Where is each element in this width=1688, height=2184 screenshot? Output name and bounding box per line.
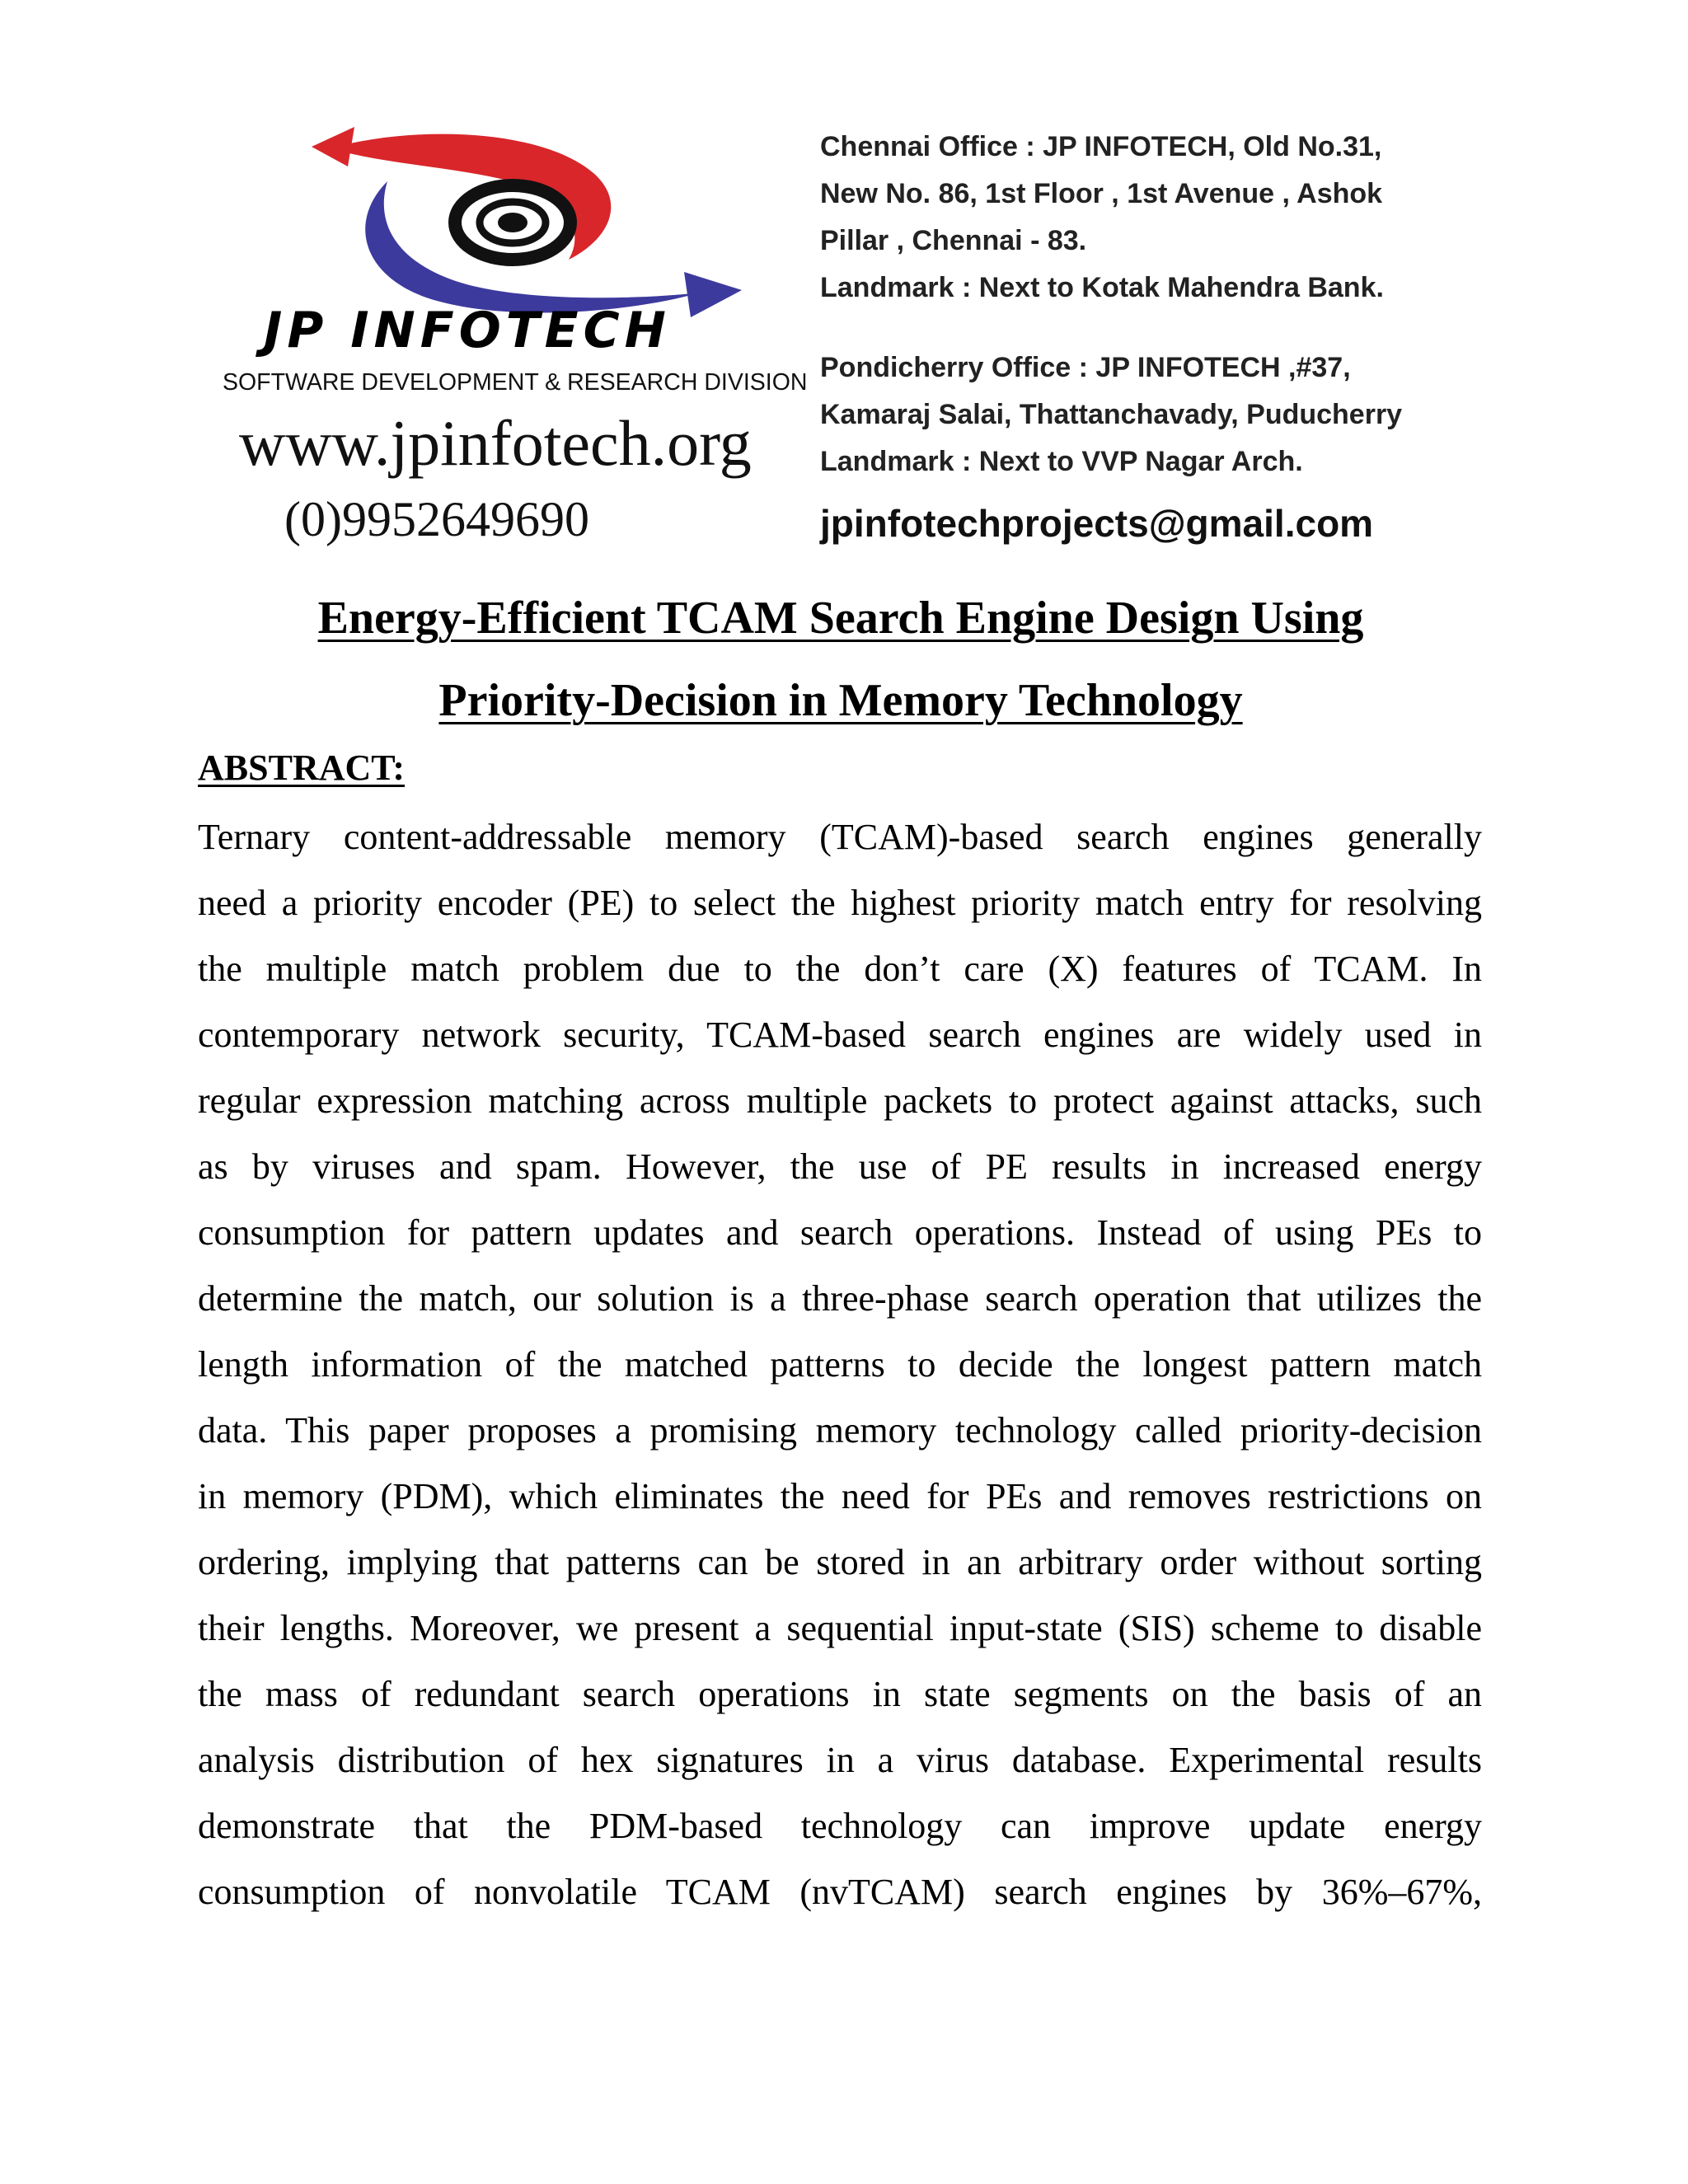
office-addresses <box>820 124 1496 485</box>
abstract-line: contemporary network security, TCAM-based search engines are widely used in <box>198 1015 1482 1055</box>
brand-tagline: SOFTWARE DEVELOPMENT & RESEARCH DIVISION <box>223 369 808 396</box>
brand-phone: (0)9952649690 <box>284 492 589 546</box>
blue-swoosh-arrow-icon <box>365 181 701 312</box>
chennai-office-line: Chennai Office : JP INFOTECH, Old No.31, <box>820 131 1382 162</box>
contact-email: jpinfotechprojects@gmail.com <box>820 502 1374 545</box>
abstract-line: consumption for pattern updates and search operations. Instead of using PEs to <box>198 1212 1482 1253</box>
office-spacer <box>820 312 1496 344</box>
abstract-line: their lengths. Moreover, we present a sequential input-state (SIS) scheme to disable <box>198 1608 1482 1648</box>
brand-website: www.jpinfotech.org <box>239 407 752 479</box>
abstract-body <box>198 804 1482 1925</box>
abstract-line: ordering, implying that patterns can be stored in an arbitrary order without sorting <box>198 1542 1482 1582</box>
title-line-2: Priority-Decision in Memory Technology <box>438 675 1243 726</box>
abstract-line: analysis distribution of hex signatures in a virus database. Experimental results <box>198 1740 1482 1780</box>
chennai-office-line: Pillar , Chennai - 83. <box>820 225 1087 256</box>
abstract-line: data. This paper proposes a promising memory technology called priority-decision <box>198 1410 1482 1451</box>
brand-name: JP INFOTECH <box>264 302 671 359</box>
abstract-line: regular expression matching across multiple packets to protect against attacks, such <box>198 1080 1482 1121</box>
abstract-line: as by viruses and spam. However, the use of PE results in increased energy <box>198 1146 1482 1187</box>
abstract-heading: ABSTRACT: <box>198 748 406 788</box>
abstract-line: in memory (PDM), which eliminates the need for PEs and removes restrictions on <box>198 1476 1482 1516</box>
title-line-1: Energy-Efficient TCAM Search Engine Design Using <box>317 593 1364 644</box>
pondicherry-office-line: Kamaraj Salai, Thattanchavady, Puducherry <box>820 399 1403 430</box>
document-title <box>198 577 1484 742</box>
red-arrowhead-icon <box>312 127 354 166</box>
chennai-office-line: Landmark : Next to Kotak Mahendra Bank. <box>820 272 1384 303</box>
abstract-line: Ternary content-addressable memory (TCAM)-based search engines generally <box>198 817 1482 857</box>
abstract-line: consumption of nonvolatile TCAM (nvTCAM) search engines by 36%–67%, <box>198 1872 1482 1912</box>
abstract-line: demonstrate that the PDM-based technology can improve update energy <box>198 1806 1482 1846</box>
abstract-line: need a priority encoder (PE) to select the highest priority match entry for resolving <box>198 883 1482 923</box>
letterhead-banner <box>198 97 1484 575</box>
chennai-office-line: New No. 86, 1st Floor , 1st Avenue , Ashok <box>820 178 1383 209</box>
abstract-line: the multiple match problem due to the don’t care (X) features of TCAM. In <box>198 949 1482 989</box>
abstract-line: the mass of redundant search operations in state segments on the basis of an <box>198 1674 1482 1714</box>
eye-pupil-icon <box>498 213 528 232</box>
pondicherry-office-line: Pondicherry Office : JP INFOTECH ,#37, <box>820 352 1351 383</box>
abstract-line: determine the match, our solution is a three-phase search operation that utilizes the <box>198 1278 1482 1319</box>
pondicherry-office-line: Landmark : Next to VVP Nagar Arch. <box>820 446 1303 477</box>
abstract-line: length information of the matched patterns to decide the longest pattern match <box>198 1344 1482 1385</box>
